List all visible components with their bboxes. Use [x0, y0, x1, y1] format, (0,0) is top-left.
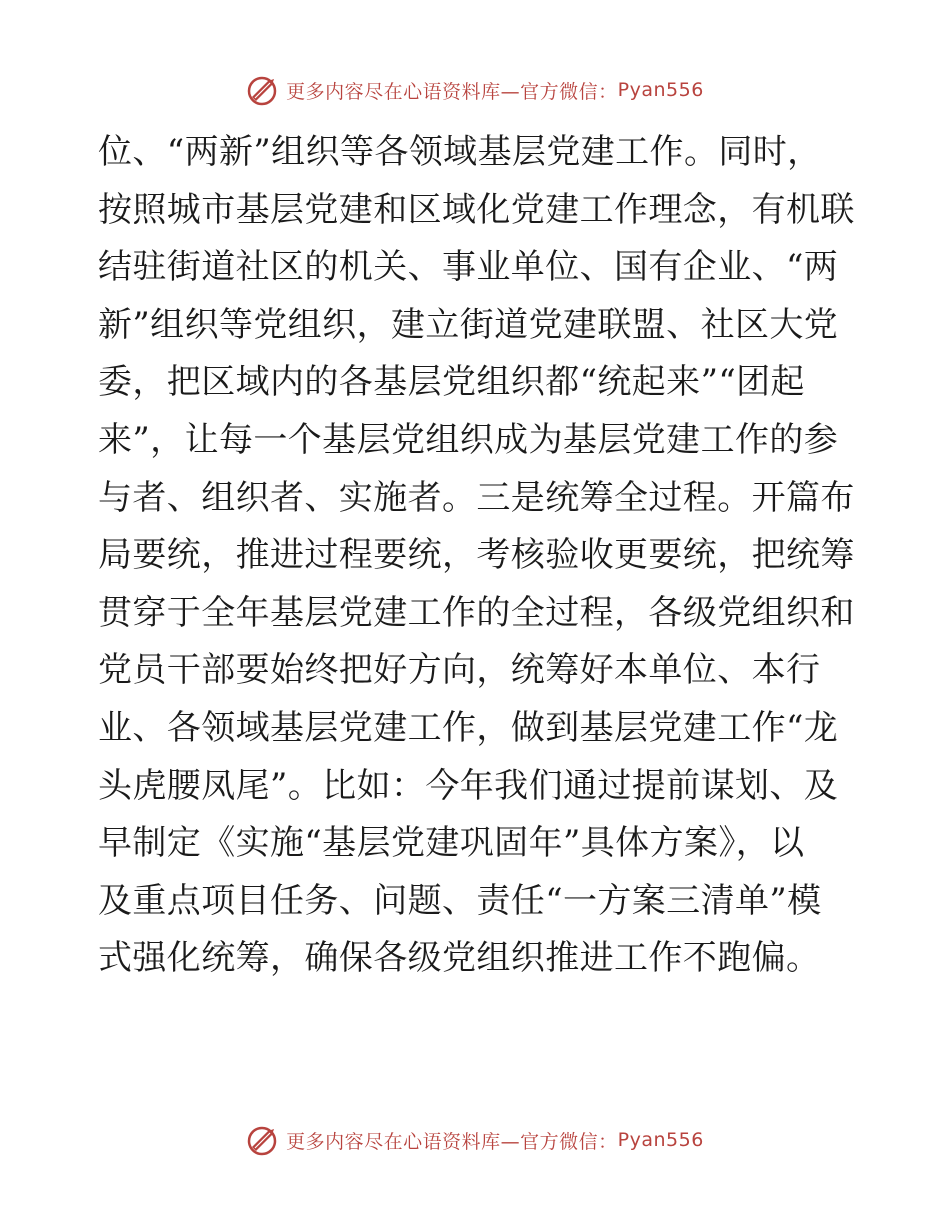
text-line-8: 局要统，推进过程要统，考核验收更要统，把统筹	[98, 535, 855, 576]
text-line-15: 式强化统筹，确保各级党组织推进工作不跑偏。	[98, 938, 821, 979]
text-line-10: 党员干部要始终把好方向，统筹好本单位、本行	[98, 650, 821, 691]
text-line-11: 业、各领域基层党建工作，做到基层党建工作“龙	[98, 707, 839, 748]
text-line-4: 新”组织等党组织，建立街道党建联盟、社区大党	[98, 304, 839, 345]
text-line-5: 委，把区域内的各基层党组织都“统起来”“团起	[98, 362, 805, 403]
header-watermark	[0, 70, 950, 110]
feather-pen-logo-icon	[246, 1123, 280, 1157]
watermark-wechat-id: Pyan556	[617, 79, 704, 101]
text-line-7: 与者、组织者、实施者。三是统筹全过程。开篇布	[98, 477, 855, 518]
watermark-text: 更多内容尽在心语资料库—官方微信：	[286, 1130, 618, 1153]
watermark-text: 更多内容尽在心语资料库—官方微信：	[286, 80, 618, 103]
text-line-3: 结驻街道社区的机关、事业单位、国有企业、“两	[98, 247, 839, 288]
text-line-9: 贯穿于全年基层党建工作的全过程，各级党组织和	[98, 592, 855, 633]
text-line-2: 按照城市基层党建和区域化党建工作理念，有机联	[98, 189, 855, 230]
text-line-12: 头虎腰凤尾”。比如：今年我们通过提前谋划、及	[98, 765, 839, 806]
feather-pen-logo-icon	[246, 73, 280, 107]
text-line-13: 早制定《实施“基层党建巩固年”具体方案》，以	[98, 823, 805, 864]
text-line-14: 及重点项目任务、问题、责任“一方案三清单”模	[98, 880, 822, 921]
text-line-6: 来”，让每一个基层党组织成为基层党建工作的参	[98, 419, 839, 460]
watermark-wechat-id: Pyan556	[617, 1129, 704, 1151]
text-line-1: 位、“两新”组织等各领域基层党建工作。同时，	[98, 132, 822, 172]
footer-watermark	[0, 1120, 950, 1160]
document-body	[98, 124, 858, 988]
